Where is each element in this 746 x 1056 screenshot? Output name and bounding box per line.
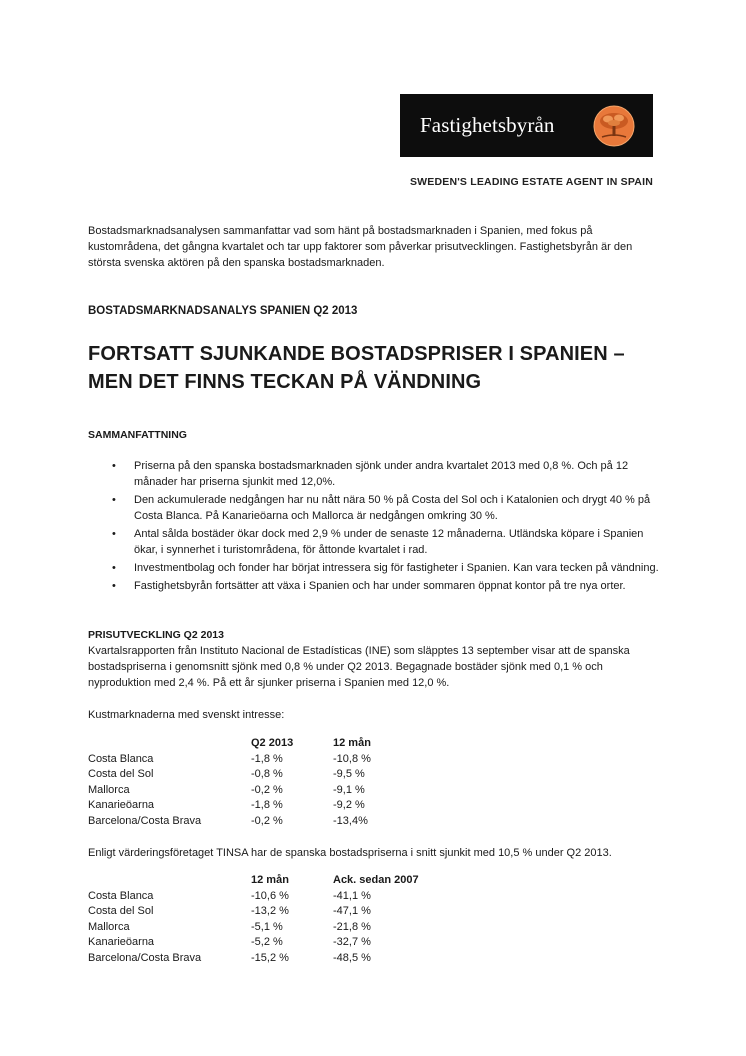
column-header: Ack. sedan 2007 bbox=[333, 874, 419, 886]
price-heading: PRISUTVECKLING Q2 2013 bbox=[88, 629, 224, 641]
summary-heading: SAMMANFATTNING bbox=[88, 429, 187, 441]
tree-emblem-icon bbox=[592, 104, 636, 148]
bullet-icon: • bbox=[112, 494, 116, 506]
tinsa-paragraph: Enligt värderingsföretaget TINSA har de spanska bostadspriserna i snitt sjunkit med 10,5 % under Q2 2013. bbox=[88, 847, 612, 859]
brand-logo bbox=[400, 94, 653, 157]
list-item: • Priserna på den spanska bostadsmarknaden sjönk under andra kvartalet 2013 med 0,8 %. Och på 12 månader har priserna sjunkit med 12,0%. bbox=[112, 460, 629, 488]
list-item: • Antal sålda bostäder ökar dock med 2,9 % under de senaste 12 månaderna. Utländska köpare i Spanien ökar, i synnerhet i turistområdena, för åttonde kvartalet i rad. bbox=[112, 528, 644, 556]
tinsa-prices-table bbox=[88, 874, 443, 967]
table-row: Costa del Sol -13,2 % -47,1 % bbox=[88, 905, 371, 917]
bullet-icon: • bbox=[112, 580, 116, 592]
title-line-2: MEN DET FINNS TECKAN PÅ VÄNDNING bbox=[88, 371, 482, 393]
coastal-prices-table bbox=[88, 737, 443, 830]
table-row: Costa del Sol -0,8 % -9,5 % bbox=[88, 768, 365, 780]
summary-list bbox=[104, 458, 664, 596]
table-header-row bbox=[88, 737, 443, 753]
intro-paragraph: Bostadsmarknadsanalysen sammanfattar vad som hänt på bostadsmarknaden i Spanien, med fokus på kustområdena, det gångna kvartalet och tar upp faktorer som påverkar prisutvecklingen. Fastighetsbyrån är den största svenska aktören på den spanska bostadsmarknaden. bbox=[88, 225, 633, 269]
bullet-icon: • bbox=[112, 528, 116, 540]
table1-intro: Kustmarknaderna med svenskt intresse: bbox=[88, 709, 285, 721]
column-header: Q2 2013 bbox=[251, 737, 294, 749]
page-title bbox=[88, 340, 688, 396]
table-row: Kanarieöarna -1,8 % -9,2 % bbox=[88, 799, 365, 811]
table-row: Costa Blanca -10,6 % -41,1 % bbox=[88, 889, 371, 902]
table-row: Kanarieöarna -5,2 % -32,7 % bbox=[88, 936, 371, 948]
list-item: • Investmentbolag och fonder har börjat intressera sig för fastigheter i Spanien. Kan vara tecken på vändning. bbox=[112, 562, 659, 574]
list-item: • Den ackumulerade nedgången har nu nått nära 50 % på Costa del Sol och i Katalonien och drygt 40 % på Costa Blanca. På Kanarieöarna och Mallorca är nedgången omkring 30 %. bbox=[112, 494, 651, 522]
brand-name: Fastighetsbyrån bbox=[420, 113, 555, 137]
table-row: Mallorca -0,2 % -9,1 % bbox=[88, 783, 365, 796]
bullet-icon: • bbox=[112, 460, 116, 472]
report-subtitle: BOSTADSMARKNADSANALYS SPANIEN Q2 2013 bbox=[88, 305, 358, 317]
table-row: Mallorca -5,1 % -21,8 % bbox=[88, 920, 371, 933]
column-header: 12 mån bbox=[251, 874, 289, 886]
bullet-icon: • bbox=[112, 562, 116, 574]
table-row: Barcelona/Costa Brava -15,2 % -48,5 % bbox=[88, 951, 371, 964]
table-row: Barcelona/Costa Brava -0,2 % -13,4% bbox=[88, 814, 368, 827]
table-header-row bbox=[88, 874, 443, 890]
brand-tagline: SWEDEN'S LEADING ESTATE AGENT IN SPAIN bbox=[409, 176, 653, 188]
price-paragraph: Kvartalsrapporten från Instituto Nacional de Estadísticas (INE) som släpptes 13 september visar att de spanska bostadspriserna i genomsnitt sjönk med 0,8 % under Q2 2013. Begagnade bostäder sjönk med 0,1 % och nyproduktion med 2,4 %. På ett år sjunker priserna i Spanien med 12,0 %. bbox=[88, 645, 630, 689]
column-header: 12 mån bbox=[333, 737, 371, 749]
list-item: • Fastighetsbyrån fortsätter att växa i Spanien och har under sommaren öppnat kontor på tre nya orter. bbox=[112, 580, 626, 592]
table-row: Costa Blanca -1,8 % -10,8 % bbox=[88, 752, 371, 765]
title-line-1: FORTSATT SJUNKANDE BOSTADSPRISER I SPANIEN – bbox=[88, 343, 625, 365]
